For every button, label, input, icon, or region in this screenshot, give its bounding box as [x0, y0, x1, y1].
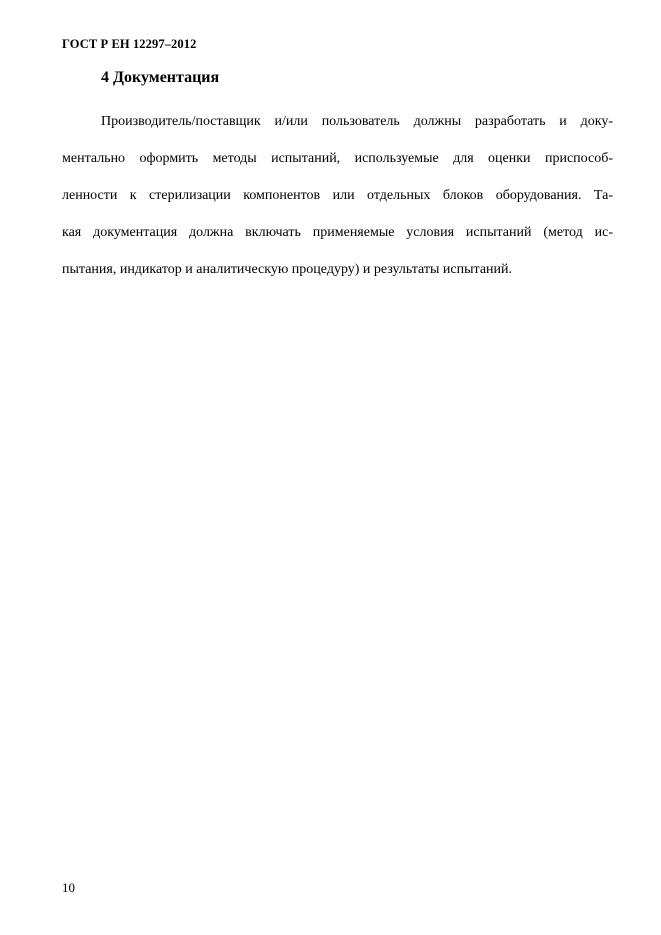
standard-code-header: ГОСТ Р ЕН 12297–2012	[62, 37, 197, 51]
paragraph-line: Производитель/поставщик и/или пользователь должны разработать и доку-	[101, 114, 613, 129]
paragraph-line: пытания, индикатор и аналитическую процедуру) и результаты испытаний.	[62, 262, 513, 277]
page-number: 10	[62, 880, 75, 895]
paragraph-line: ментально оформить методы испытаний, используемые для оценки приспособ-	[62, 151, 613, 166]
section-paragraph	[62, 103, 613, 288]
section-title: 4 Документация	[101, 69, 220, 86]
paragraph-line: кая документация должна включать применяемые условия испытаний (метод ис-	[62, 225, 613, 240]
paragraph-line: ленности к стерилизации компонентов или отдельных блоков оборудования. Та-	[62, 188, 613, 203]
